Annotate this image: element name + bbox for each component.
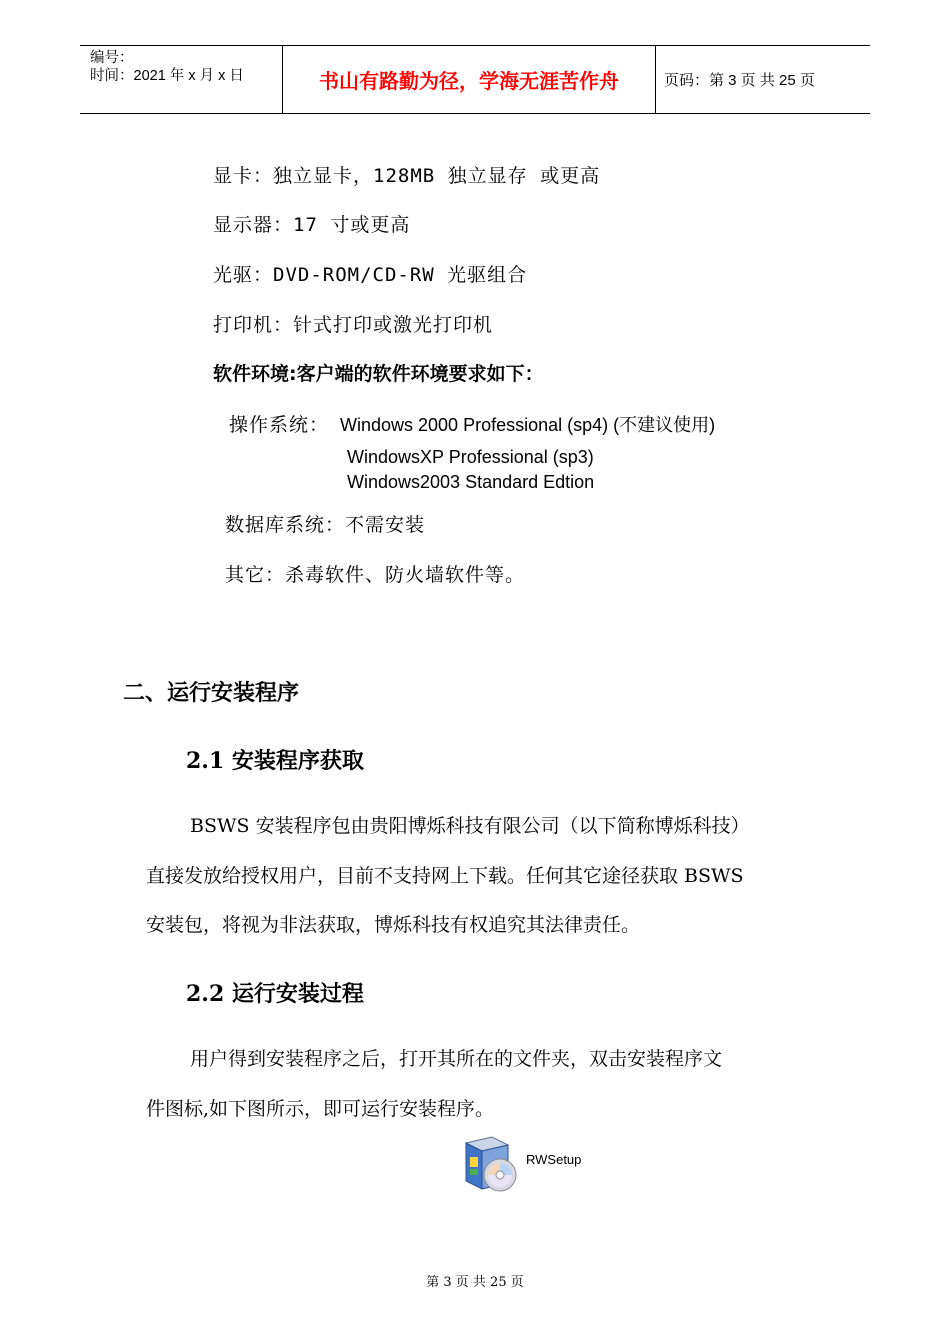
os-item-1: Windows 2000 Professional (sp4) (不建议使用) [340,415,716,435]
os-label: 操作系统： [229,414,330,436]
database-requirement: 数据库系统：不需安装 [225,514,426,536]
hardware-printer: 打印机：针式打印或激光打印机 [213,314,494,336]
hardware-gpu: 显卡：独立显卡，128MB 独立显存 或更高 [213,165,601,187]
paragraph-line: 直接发放给授权用户，目前不支持网上下载。任何其它途径获取 BSWS [146,865,744,887]
setup-program-label[interactable]: RWSetup [526,1152,582,1167]
header-divider-right [655,45,656,114]
section-title: 二、运行安装程序 [123,681,300,706]
page-footer: 第 3 页 共 25 页 [426,1275,524,1290]
page-header [80,45,870,114]
paragraph-line: 件图标,如下图所示，即可运行安装程序。 [146,1098,495,1120]
paragraph-line: BSWS 安装程序包由贵阳博烁科技有限公司（以下简称博烁科技） [190,815,750,837]
code-label: 编号： [90,50,134,66]
time-label: 时间：2021 年 x 月 x 日 [90,68,244,84]
os-item-3: Windows2003 Standard Edtion [347,472,595,492]
paragraph-line: 安装包，将视为非法获取，博烁科技有权追究其法律责任。 [146,914,641,936]
header-meta [90,49,244,85]
setup-program-icon[interactable] [462,1133,520,1193]
os-item-2: WindowsXP Professional (sp3) [347,447,594,467]
hardware-optical: 光驱：DVD-ROM/CD-RW 光驱组合 [213,264,528,286]
other-requirement: 其它：杀毒软件、防火墙软件等。 [225,564,526,586]
setup-box-cd-icon [462,1133,520,1193]
hardware-monitor: 显示器：17 寸或更高 [213,214,411,236]
header-motto: 书山有路勤为径，学海无涯苦作舟 [319,69,619,93]
software-heading: 软件环境:客户端的软件环境要求如下： [213,363,544,385]
paragraph-line: 用户得到安装程序之后，打开其所在的文件夹，双击安装程序文 [190,1048,723,1070]
header-page-info: 页码：第 3 页 共 25 页 [664,72,815,89]
subsection-2-2-title: 2.2 运行安装过程 [186,981,364,1007]
subsection-2-1-title: 2.1 安装程序获取 [186,748,364,774]
